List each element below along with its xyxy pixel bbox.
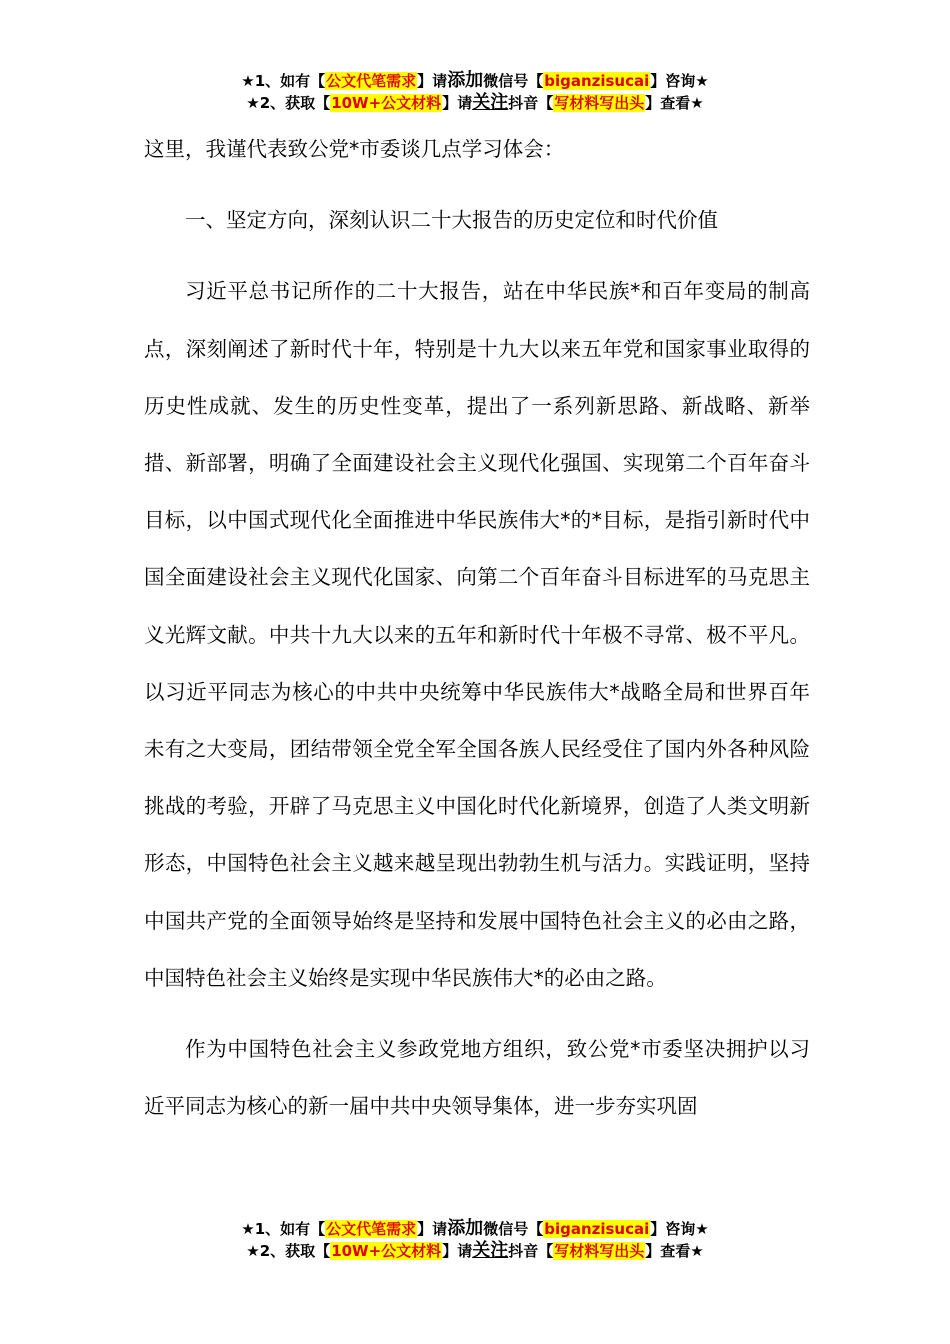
promo-emphasis: 添加 [447, 1218, 484, 1239]
promo-text: 】请 [417, 1220, 448, 1238]
section-heading: 一、坚定方向，深刻认识二十大报告的历史定位和时代价值 [185, 208, 718, 233]
promo-highlight-materials: 10W+公文材料 [331, 94, 442, 112]
header-promo [0, 70, 950, 114]
footer-promo-line-2 [0, 1240, 950, 1262]
document-body [144, 121, 810, 1135]
promo-prefix: ★1、如有【 [241, 1220, 326, 1238]
promo-prefix: ★1、如有【 [241, 72, 326, 90]
promo-text: 】请 [442, 94, 473, 112]
promo-text: 微信号【 [483, 1220, 544, 1238]
promo-suffix: 】咨询★ [650, 72, 709, 90]
promo-prefix: ★2、获取【 [246, 1242, 331, 1260]
promo-emphasis: 关注 [472, 92, 509, 113]
promo-text: 】请 [442, 1242, 473, 1260]
promo-suffix: 】查看★ [645, 1242, 704, 1260]
promo-highlight-douyin: 写材料写出头 [554, 94, 645, 112]
promo-highlight-douyin: 写材料写出头 [554, 1242, 645, 1260]
promo-emphasis: 添加 [447, 70, 484, 91]
promo-prefix: ★2、获取【 [246, 94, 331, 112]
promo-highlight-wechat: biganzisucai [544, 1220, 650, 1238]
promo-text: 微信号【 [483, 72, 544, 90]
footer-promo-line-1 [0, 1218, 950, 1240]
header-promo-line-2 [0, 92, 950, 114]
promo-text: 】请 [417, 72, 448, 90]
promo-suffix: 】咨询★ [650, 1220, 709, 1238]
body-paragraph: 作为中国特色社会主义参政党地方组织，致公党*市委坚决拥护以习近平同志为核心的新一届中共中央领导集体，进一步夯实巩固 [144, 1037, 810, 1119]
promo-text: 抖音【 [508, 1242, 554, 1260]
promo-highlight-service: 公文代笔需求 [326, 72, 417, 90]
intro-paragraph: 这里，我谨代表致公党*市委谈几点学习体会： [144, 137, 565, 161]
promo-highlight-materials: 10W+公文材料 [331, 1242, 442, 1260]
promo-highlight-service: 公文代笔需求 [326, 1220, 417, 1238]
header-promo-line-1 [0, 70, 950, 92]
body-paragraph: 习近平总书记所作的二十大报告，站在中华民族*和百年变局的制高点，深刻阐述了新时代十年，特别是十九大以来五年党和国家事业取得的历史性成就、发生的历史性变革，提出了一系列新思路、新战略、新举措、新部署，明确了全面建设社会主义现代化强国、实现第二个百年奋斗目标，以中国式现代化全面推进中华民族伟大*的*目标，是指引新时代中国全面建设社会主义现代化国家、向第二个百年奋斗目标进军的马克思主义光辉文献。中共十九大以来的五年和新时代十年极不寻常、极不平凡。以习近平同志为核心的中共中央统筹中华民族伟大*战略全局和世界百年未有之大变局，团结带领全党全军全国各族人民经受住了国内外各种风险挑战的考验，开辟了马克思主义中国化时代化新境界，创造了人类文明新形态，中国特色社会主义越来越呈现出勃勃生机与活力。实践证明，坚持中国共产党的全面领导始终是坚持和发展中国特色社会主义的必由之路，中国特色社会主义始终是实现中华民族伟大*的必由之路。 [144, 279, 810, 990]
promo-text: 抖音【 [508, 94, 554, 112]
promo-suffix: 】查看★ [645, 94, 704, 112]
promo-emphasis: 关注 [472, 1240, 509, 1261]
footer-promo [0, 1218, 950, 1262]
promo-highlight-wechat: biganzisucai [544, 72, 650, 90]
